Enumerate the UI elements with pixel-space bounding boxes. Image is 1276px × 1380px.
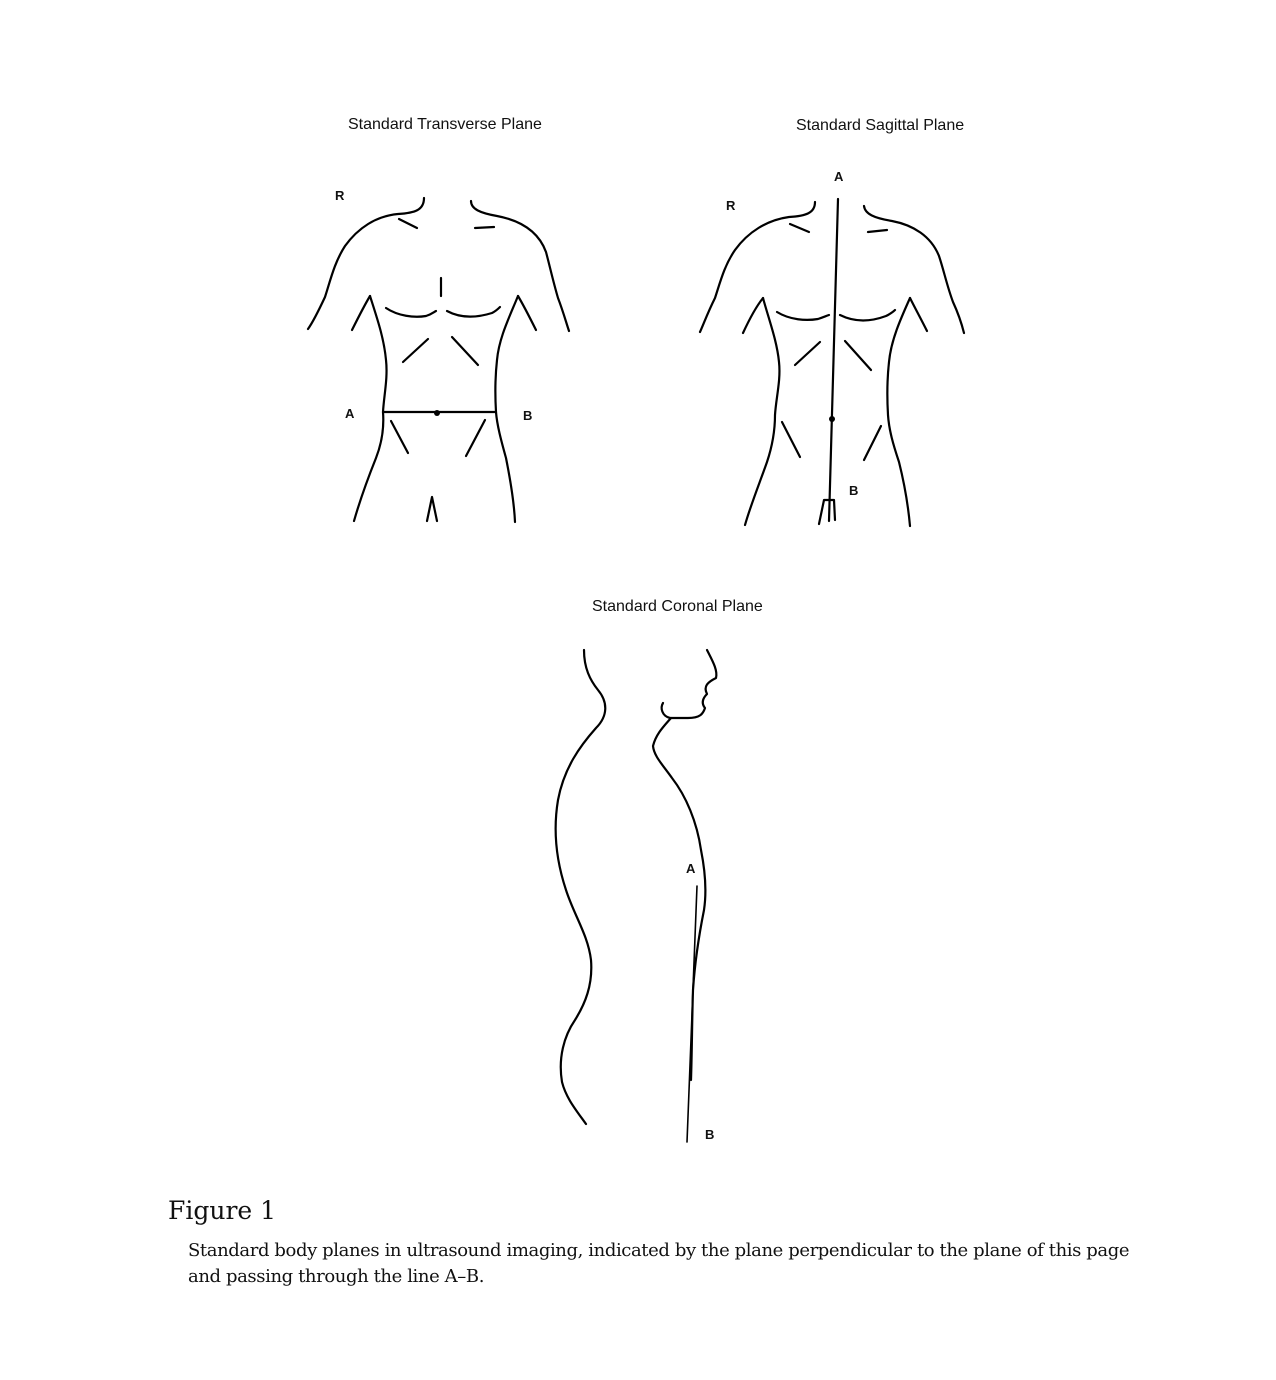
sagittal-right-side-label: R xyxy=(726,198,736,213)
coronal-label-a: A xyxy=(686,861,696,876)
sagittal-label-a: A xyxy=(834,169,844,184)
figure-number: Figure 1 xyxy=(168,1196,277,1225)
coronal-label-b: B xyxy=(705,1127,715,1142)
sagittal-label-b: B xyxy=(849,483,859,498)
transverse-plane-title: Standard Transverse Plane xyxy=(348,116,542,133)
transverse-right-side-label: R xyxy=(335,188,345,203)
sagittal-plane-title: Standard Sagittal Plane xyxy=(796,117,965,134)
transverse-label-b: B xyxy=(523,408,533,423)
sagittal-torso-outline xyxy=(700,199,964,526)
coronal-plane-title: Standard Coronal Plane xyxy=(592,598,763,615)
transverse-umbilicus-dot xyxy=(434,410,440,416)
transverse-torso-outline xyxy=(308,198,569,522)
coronal-profile-outline xyxy=(556,650,717,1142)
figure-caption: Standard body planes in ultrasound imaging, indicated by the plane perpendicular to the plane of this page and passing through the line A–B. xyxy=(188,1240,1130,1287)
transverse-label-a: A xyxy=(345,406,355,421)
sagittal-umbilicus-dot xyxy=(829,416,835,422)
